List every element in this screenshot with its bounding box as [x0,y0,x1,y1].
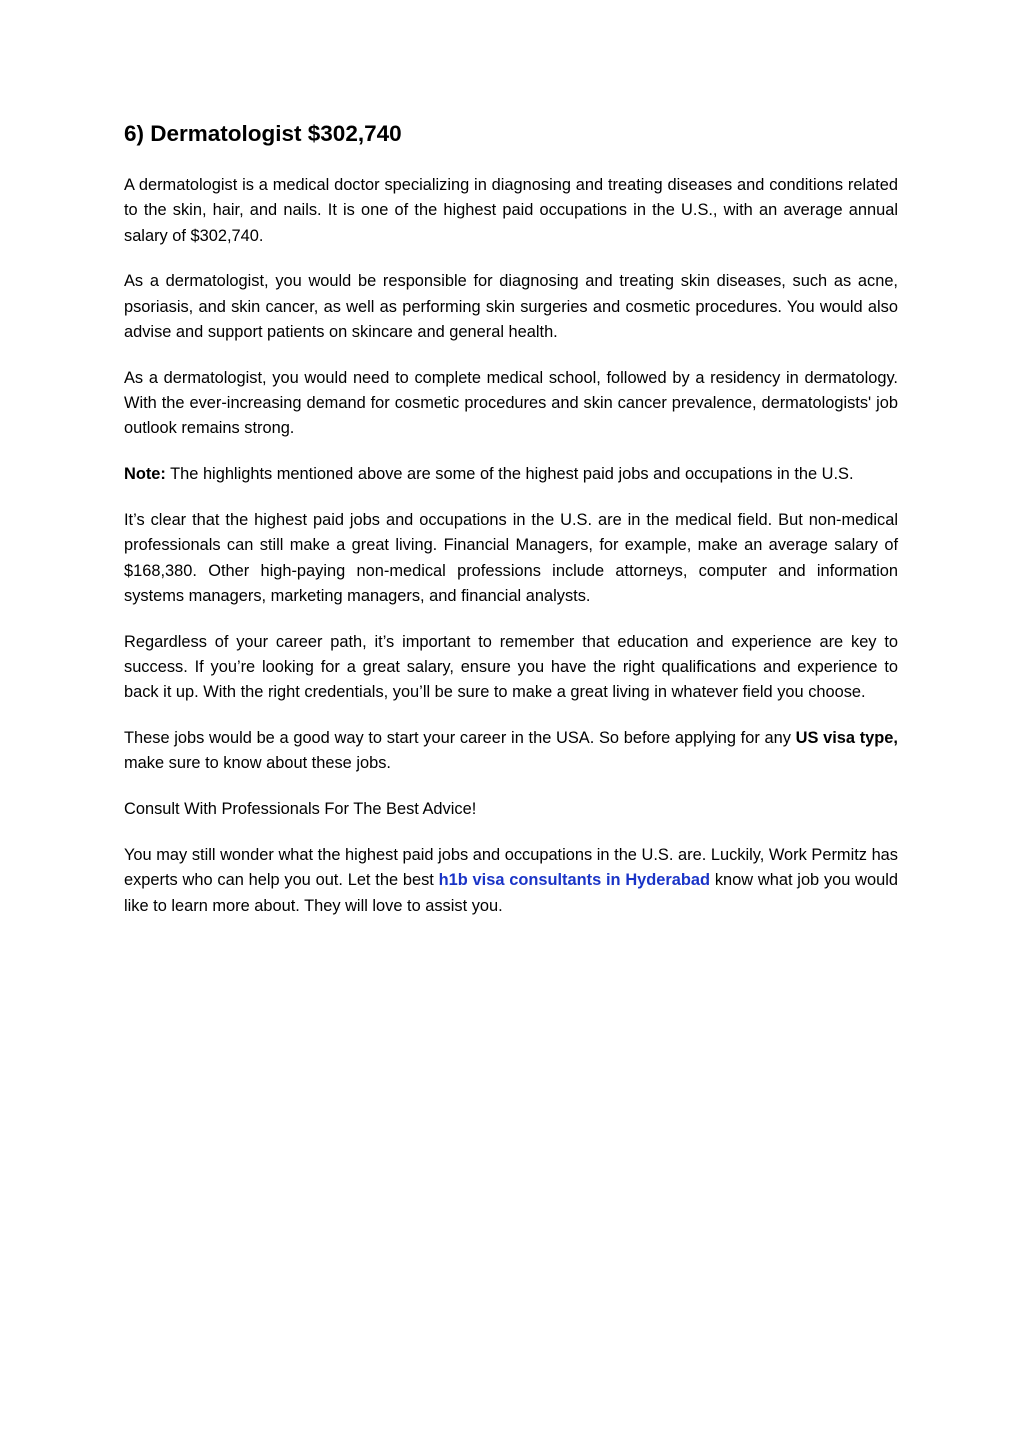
document-page [124,120,898,939]
visa-text-before: These jobs would be a good way to start your career in the USA. So before applying for any [124,729,796,748]
paragraph-intro: A dermatologist is a medical doctor specializing in diagnosing and treating diseases and conditions related to the skin, hair, and nails. It is one of the highest paid occupations in the U.S., with an average annual salary of $302,740. [124,176,898,245]
paragraph-responsibilities: As a dermatologist, you would be responsible for diagnosing and treating skin diseases, such as acne, psoriasis, and skin cancer, as well as performing skin surgeries and cosmetic procedures. You would also advise and support patients on skincare and general health. [124,272,898,341]
closing-text-after: know what job you would like to learn more about. They will love to assist you. [124,871,898,915]
h1b-consultants-link[interactable]: h1b visa consultants in Hyderabad [438,871,711,890]
paragraph-career-path: Regardless of your career path, it’s important to remember that education and experience are key to success. If you’re looking for a great salary, ensure you have the right qualifications and experience to back it up. With the right credentials, you’ll be sure to make a great living in whatever field you choose. [124,632,898,702]
paragraph-visa [124,726,898,777]
note-label: Note: [124,465,166,484]
paragraph-consult: Consult With Professionals For The Best Advice! [124,800,477,819]
visa-text-after: make sure to know about these jobs. [124,754,391,773]
note-text: The highlights mentioned above are some of the highest paid jobs and occupations in the U.S. [165,465,854,484]
visa-type-bold: US visa type, [795,729,898,748]
paragraph-education: As a dermatologist, you would need to complete medical school, followed by a residency in dermatology. With the ever-increasing demand for cosmetic procedures and skin cancer prevalence, dermatologists' job outlook remains strong. [124,368,898,438]
page-title: 6) Dermatologist $302,740 [124,121,402,146]
paragraph-closing [124,843,898,919]
paragraph-non-medical: It’s clear that the highest paid jobs and occupations in the U.S. are in the medical field. But non-medical professionals can still make a great living. Financial Managers, for example, make an average salary of $168,380. Other high-paying non-medical professions include attorneys, computer and information systems managers, marketing managers, and financial analysts. [124,510,898,605]
closing-text-before: You may still wonder what the highest paid jobs and occupations in the U.S. are. Luckily, Work Permitz has experts who can help you out. Let the best [124,845,898,890]
paragraph-note [124,462,898,487]
